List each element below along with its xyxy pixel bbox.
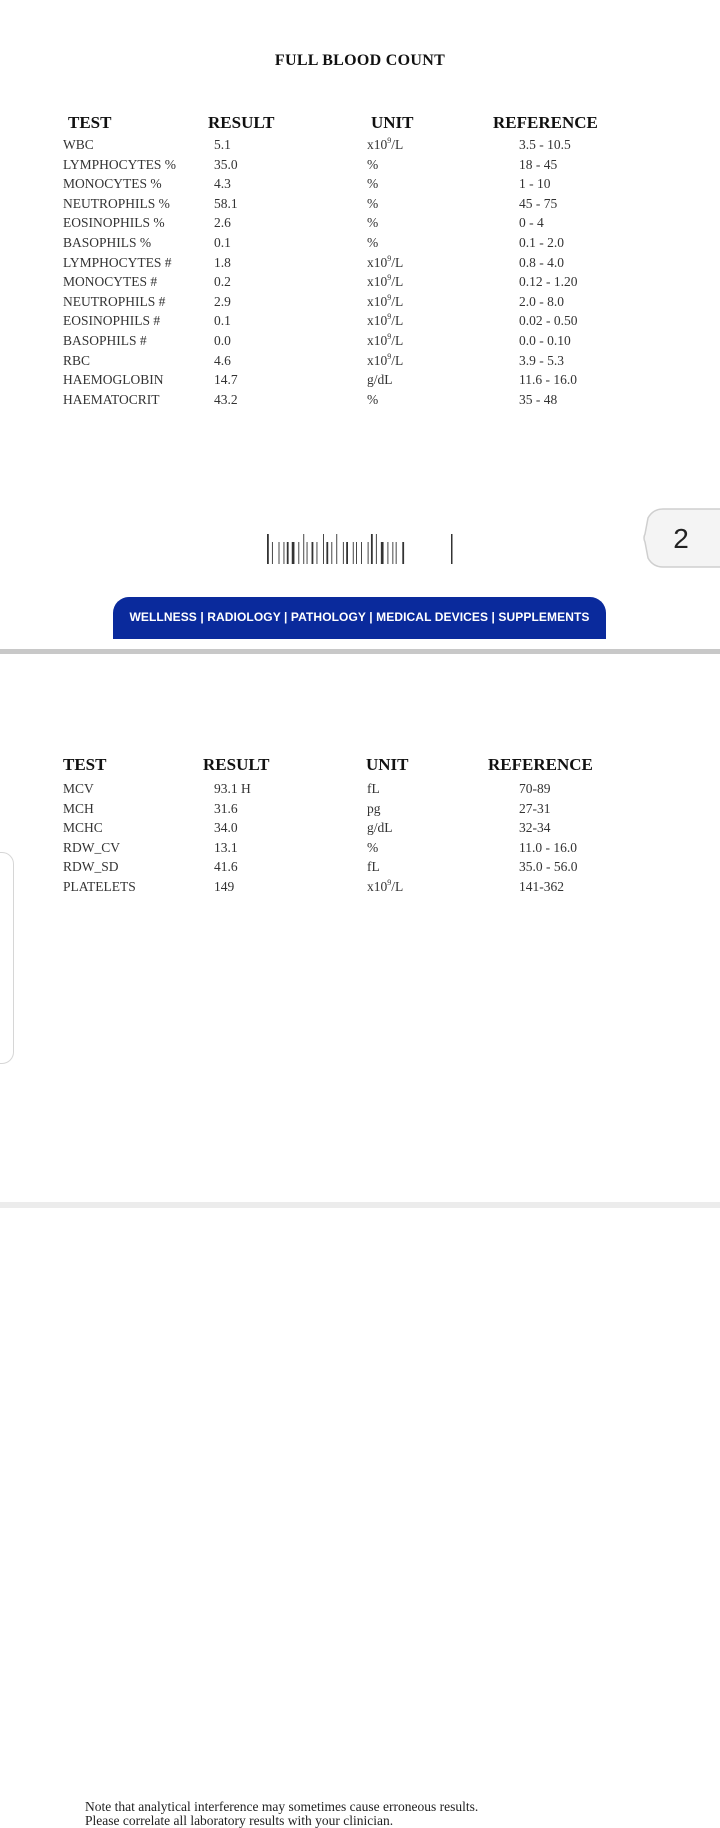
unit-tail: /L	[391, 313, 404, 329]
test-name: LYMPHOCYTES #	[63, 254, 172, 270]
test-name: RDW_SD	[63, 859, 119, 875]
test-unit	[367, 840, 378, 856]
unit-base: %	[367, 215, 379, 231]
test-unit	[367, 137, 403, 153]
test-result: 0.0	[214, 333, 231, 348]
table-row	[0, 372, 720, 392]
unit-exponent: 9	[387, 351, 392, 361]
test-result: 1.8	[214, 254, 231, 270]
unit-base: x10	[367, 254, 388, 270]
header-reference: REFERENCE	[488, 755, 593, 774]
test-result: 13.1	[214, 839, 238, 855]
test-reference: 0.12 - 1.20	[519, 274, 578, 290]
test-reference: 27-31	[519, 800, 551, 816]
test-result: 35.0	[214, 156, 238, 172]
test-reference: 0.1 - 2.0	[519, 235, 564, 250]
test-reference: 11.6 - 16.0	[519, 372, 577, 388]
unit-exponent: 9	[387, 136, 392, 145]
test-reference: 0.8 - 4.0	[519, 254, 564, 270]
unit-exponent: 9	[387, 273, 392, 283]
test-name: NEUTROPHILS #	[63, 293, 166, 309]
header-unit: UNIT	[371, 113, 414, 132]
test-result: 4.3	[214, 176, 231, 192]
test-reference: 18 - 45	[519, 156, 558, 172]
unit-tail: /L	[391, 254, 404, 270]
note-line: Please correlate all laboratory results with your clinician.	[85, 1813, 394, 1828]
test-result: 0.2	[214, 274, 231, 290]
table-row	[0, 294, 720, 314]
test-name: MCH	[63, 800, 94, 816]
test-reference: 0.0 - 0.10	[519, 333, 571, 348]
test-reference: 0 - 4	[519, 215, 544, 231]
table-row	[0, 820, 720, 840]
header-unit: UNIT	[366, 755, 409, 774]
unit-base: pg	[367, 800, 381, 816]
unit-base: x10	[367, 137, 388, 152]
test-unit	[367, 820, 393, 836]
table-row	[0, 801, 720, 821]
test-reference: 35.0 - 56.0	[519, 859, 578, 875]
header-test: TEST	[68, 113, 112, 132]
table-row	[0, 274, 720, 294]
barcode-icon	[267, 534, 453, 564]
test-unit	[367, 255, 403, 271]
unit-tail: /L	[391, 274, 404, 290]
test-reference: 45 - 75	[519, 195, 558, 211]
test-result: 58.1	[214, 195, 238, 211]
unit-base: %	[367, 195, 379, 211]
test-name: LYMPHOCYTES %	[63, 156, 177, 172]
test-reference: 11.0 - 16.0	[519, 839, 577, 855]
test-unit	[367, 157, 378, 173]
test-unit	[367, 313, 403, 329]
test-result: 41.6	[214, 859, 238, 875]
unit-base: %	[367, 235, 379, 250]
table-row	[0, 840, 720, 860]
unit-exponent: 9	[387, 292, 392, 302]
test-name: MONOCYTES %	[63, 176, 162, 192]
test-result: 2.6	[214, 215, 231, 231]
test-result: 34.0	[214, 820, 238, 836]
page-number[interactable]: 2	[673, 523, 689, 554]
unit-exponent: 9	[387, 332, 392, 341]
unit-base: fL	[367, 781, 380, 796]
unit-base: %	[367, 156, 379, 172]
test-result: 0.1	[214, 235, 231, 250]
test-name: HAEMATOCRIT	[63, 391, 160, 407]
test-unit	[367, 801, 381, 817]
test-name: EOSINOPHILS #	[63, 313, 161, 329]
unit-base: x10	[367, 333, 388, 348]
page-title: FULL BLOOD COUNT	[274, 52, 446, 69]
unit-base: %	[367, 391, 379, 407]
table-row	[0, 392, 720, 412]
test-result: 93.1 H	[214, 781, 251, 796]
table-row	[0, 157, 720, 177]
table-row	[0, 859, 720, 879]
test-name: RBC	[63, 352, 91, 368]
test-unit	[367, 294, 403, 310]
test-unit	[367, 235, 378, 251]
report-page-2	[0, 654, 720, 1828]
test-name: MONOCYTES #	[63, 274, 158, 290]
unit-exponent: 9	[387, 253, 392, 263]
table-row	[0, 255, 720, 275]
report-page-1	[0, 0, 720, 649]
test-unit	[367, 353, 403, 369]
test-unit	[367, 176, 378, 192]
table-row	[0, 781, 720, 801]
unit-base: x10	[367, 879, 388, 894]
test-reference: 1 - 10	[519, 176, 551, 192]
header-test: TEST	[63, 755, 107, 774]
table-row	[0, 333, 720, 353]
unit-base: g/dL	[367, 820, 393, 836]
unit-base: %	[367, 839, 379, 855]
services-banner: WELLNESS | RADIOLOGY | PATHOLOGY | MEDICAL DEVICES | SUPPLEMENTS	[113, 597, 606, 639]
test-reference: 70-89	[519, 781, 551, 796]
test-reference: 0.02 - 0.50	[519, 313, 578, 329]
test-name: WBC	[63, 137, 94, 152]
unit-base: x10	[367, 274, 388, 290]
table-row	[0, 353, 720, 373]
test-result: 43.2	[214, 391, 238, 407]
header-result: RESULT	[203, 755, 270, 774]
test-result: 4.6	[214, 352, 231, 368]
unit-tail: /L	[391, 352, 404, 368]
side-panel-handle[interactable]	[0, 852, 14, 1064]
table-row	[0, 215, 720, 235]
test-name: MCHC	[63, 820, 103, 836]
test-name: NEUTROPHILS %	[63, 195, 170, 211]
unit-tail: /L	[391, 293, 404, 309]
test-name: BASOPHILS #	[63, 333, 147, 348]
test-result: 0.1	[214, 313, 231, 329]
unit-exponent: 9	[387, 312, 392, 322]
test-reference: 3.5 - 10.5	[519, 137, 571, 152]
test-result: 2.9	[214, 293, 231, 309]
table-row	[0, 235, 720, 255]
test-result: 5.1	[214, 137, 231, 152]
test-name: HAEMOGLOBIN	[63, 372, 164, 388]
test-reference: 3.9 - 5.3	[519, 352, 564, 368]
unit-base: g/dL	[367, 372, 393, 388]
table-row	[0, 313, 720, 333]
test-reference: 32-34	[519, 820, 551, 836]
unit-base: x10	[367, 293, 388, 309]
test-unit	[367, 781, 380, 797]
test-name: RDW_CV	[63, 839, 120, 855]
test-result: 14.7	[214, 372, 238, 388]
test-reference: 141-362	[519, 879, 564, 894]
test-name: MCV	[63, 781, 94, 796]
unit-tail: /L	[391, 879, 404, 894]
table-row	[0, 176, 720, 196]
table-row	[0, 879, 720, 899]
header-reference: REFERENCE	[493, 113, 598, 132]
test-reference: 2.0 - 8.0	[519, 293, 564, 309]
unit-base: fL	[367, 859, 380, 875]
test-result: 149	[214, 879, 235, 894]
table-row	[0, 196, 720, 216]
test-unit	[367, 333, 403, 349]
test-name: BASOPHILS %	[63, 235, 152, 250]
test-reference: 35 - 48	[519, 391, 558, 407]
test-unit	[367, 859, 380, 875]
test-name: EOSINOPHILS %	[63, 215, 165, 231]
unit-base: %	[367, 176, 379, 192]
test-result: 31.6	[214, 800, 238, 816]
test-unit	[367, 274, 403, 290]
test-unit	[367, 215, 378, 231]
test-unit	[367, 372, 393, 388]
note-line: Note that analytical interference may sometimes cause erroneous results.	[85, 1799, 479, 1814]
disclaimer-note	[85, 1800, 478, 1828]
test-unit	[367, 196, 378, 212]
header-result: RESULT	[208, 113, 275, 132]
test-name: PLATELETS	[63, 879, 136, 894]
unit-base: x10	[367, 313, 388, 329]
table-row	[0, 137, 720, 157]
bottom-edge	[0, 1202, 720, 1208]
unit-tail: /L	[391, 333, 404, 348]
unit-exponent: 9	[387, 878, 392, 887]
unit-tail: /L	[391, 137, 404, 152]
test-unit	[367, 879, 403, 895]
test-unit	[367, 392, 378, 408]
unit-base: x10	[367, 352, 388, 368]
